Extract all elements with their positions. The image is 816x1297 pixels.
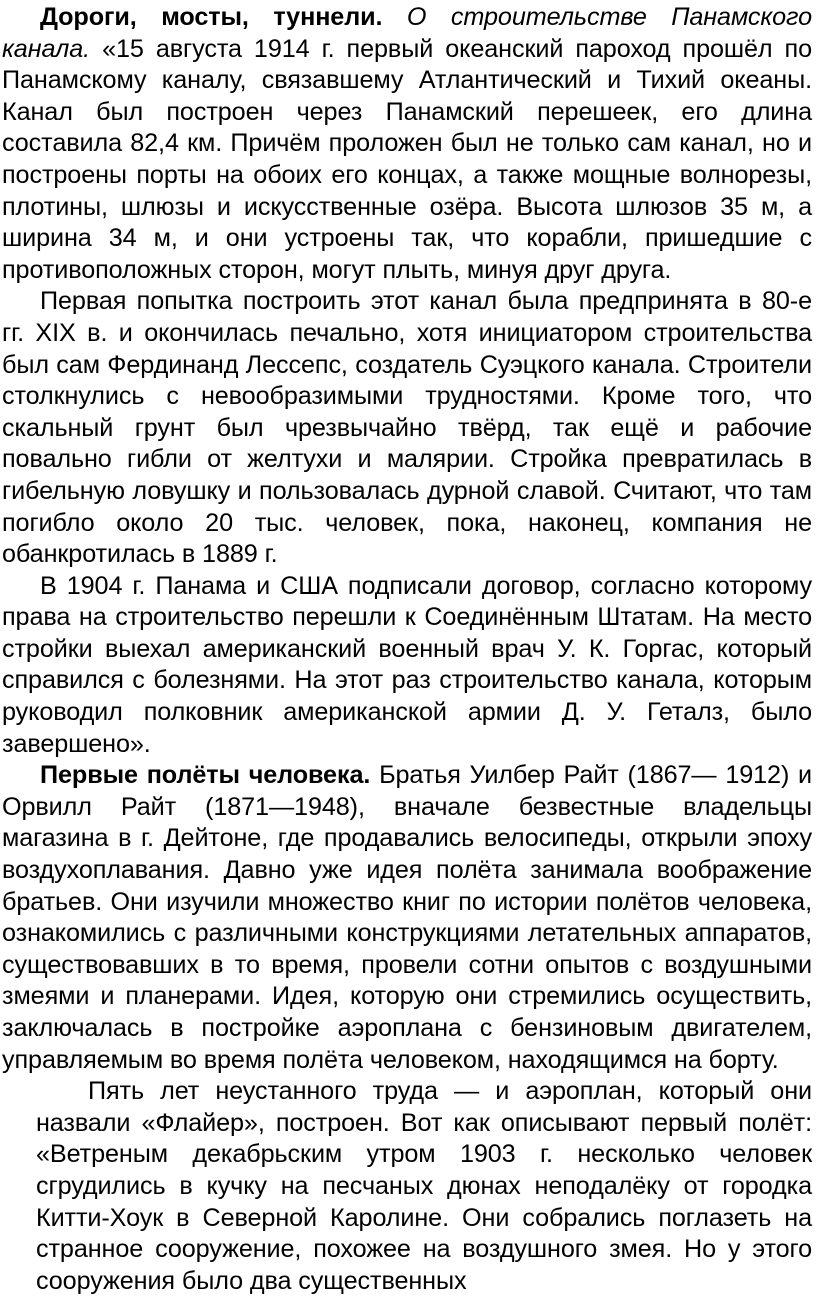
flight-paragraph-intro — [0, 760, 816, 1076]
canal-paragraph-usa: В 1904 г. Панама и США подписали договор, согласно которому права на строительство перешли к Соединённым Штатам. На место стройки выехал американский военный врач У. К. Горгас, который справился с болезнями. На этот раз строительство канала, которым руководил полковник американской армии Д. У. Геталз, было завершено». — [2, 571, 812, 758]
flight-paragraph-intro-text: Братья Уилбер Райт (1867— 1912) и Орвилл Райт (1871—1948), вначале безвестные владельцы магазина в г. Дейтоне, где продавались велосипеды, открыли эпоху воздухоплавания. Давно уже идея полёта занимала воображение братьев. Они изучили множество книг по истории полётов человека, ознакомились с различными конструкциями летательных аппаратов, существовавших в то время, провели сотни опытов с воздушными змеями и планерами. Идея, которую они стремились осуществить, заключалась в постройке аэроплана с бензиновым двигателем, управляемым во время полёта человеком, находящимся на борту. — [2, 761, 812, 1074]
section-heading-roads: Дороги, мосты, туннели. — [40, 3, 383, 31]
canal-paragraph-first-attempt: Первая попытка построить этот канал была предпринята в 80-е гг. XIX в. и окончилась печально, хотя инициатором строительства был сам Фердинанд Лессепс, создатель Суэцкого канала. Строители столкнулись с невообразимыми трудностями. Кроме того, что скальный грунт был чрезвычайно твёрд, так ещё и рабочие повально гибли от желтухи и малярии. Стройка превратилась в гибельную ловушку и пользовалась дурной славой. Считают, что там погибло около 20 тыс. человек, пока, наконец, компания не обанкротилась в 1889 г. — [2, 287, 812, 569]
section-heading-flights: Первые полёты человека. — [40, 761, 371, 790]
canal-paragraph-intro — [0, 2, 816, 286]
canal-paragraph-intro-text: «15 августа 1914 г. первый океанский пароход прошёл по Панамскому каналу, связавшему Атлантический и Тихий океаны. Канал был построен через Панамский перешеек, его длина составила 82,4 км. Причём проложен был не только сам канал, но и построены порты на обоих его концах, а также мощные волнорезы, плотины, шлюзы и искусственные озёра. Высота шлюзов 35 м, а ширина 34 м, и они устроены так, что корабли, пришедшие с противоположных сторон, могут плыть, минуя друг друга. — [2, 34, 813, 284]
flight-paragraph-flyer: Пять лет неустанного труда — и аэроплан, который они назвали «Флайер», построен. Вот как описывают первый полёт: «Ветреным декабрьским утром 1903 г. несколько человек сгрудились в кучку на песчаных дюнах неподалёку от городка Китти-Хоук в Северной Каролине. Они собрались поглазеть на странное сооружение, похожее на воздушного змея. Но у этого сооружения было два существенных — [36, 1077, 812, 1295]
section-subheading-canal: О строительстве Панамского канала. — [2, 3, 812, 63]
